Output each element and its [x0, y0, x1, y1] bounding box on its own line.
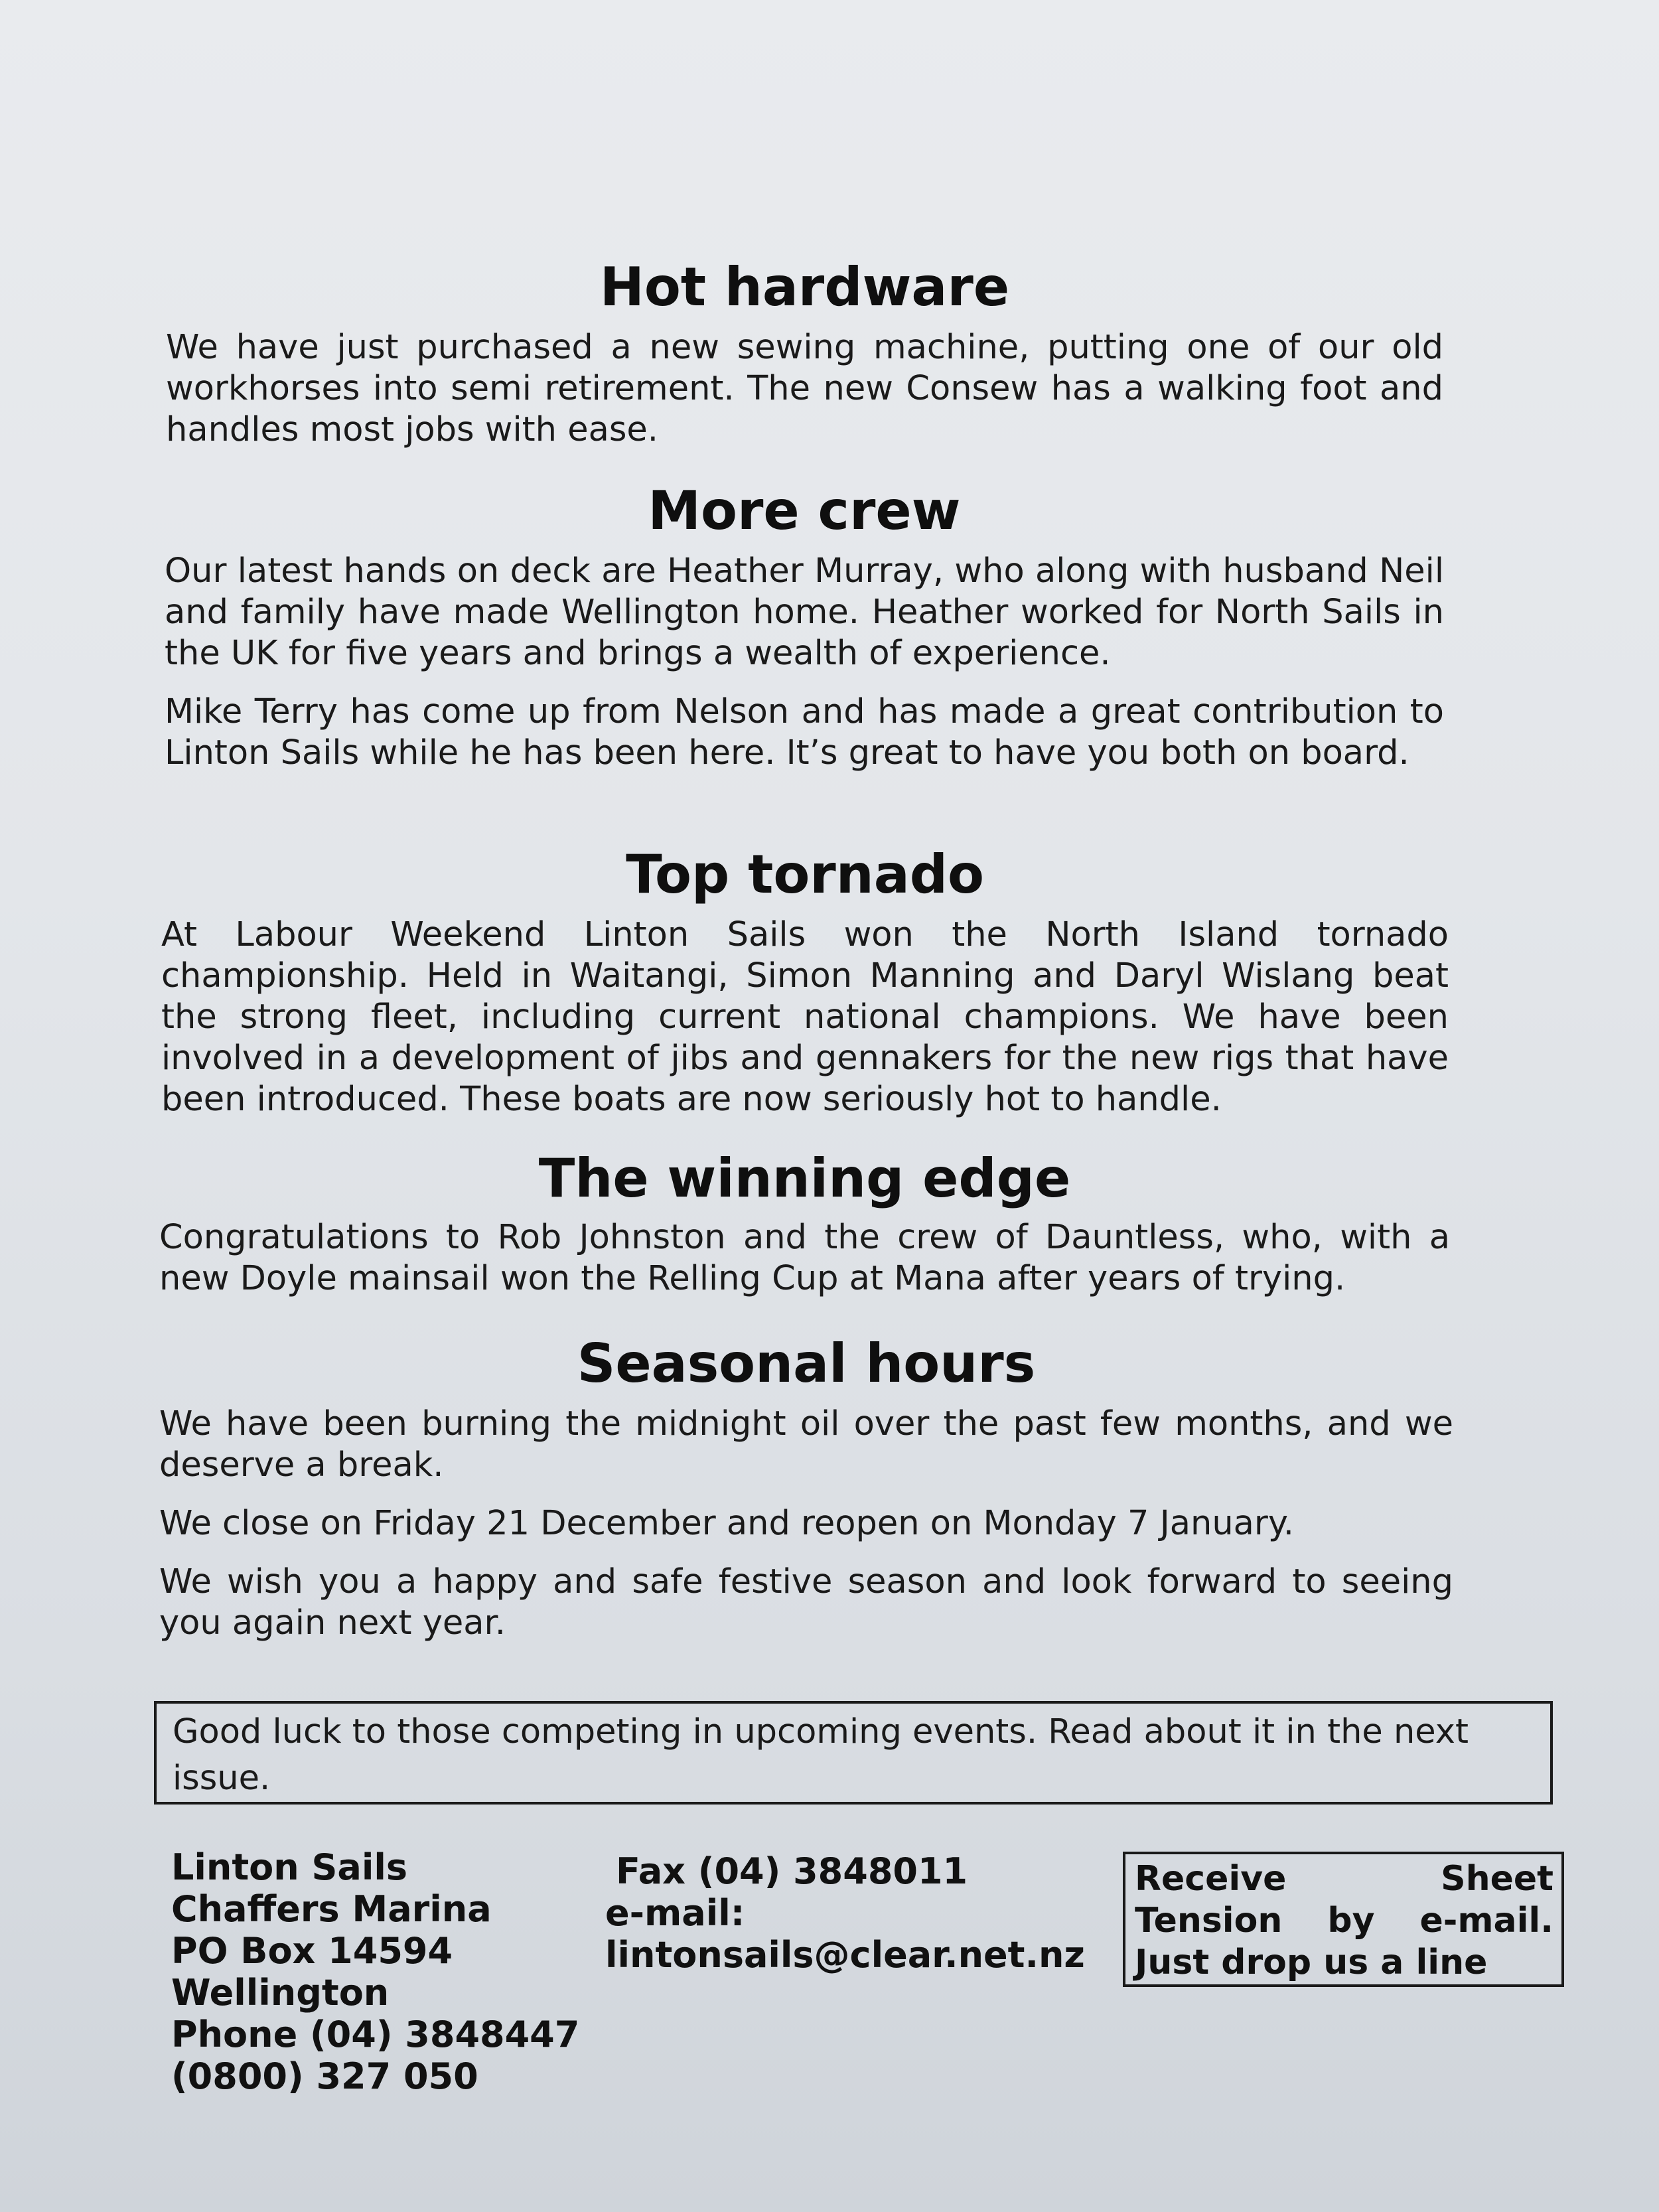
- section-paragraph: Congratulations to Rob Johnston and the crew of Dauntless, who, with a new Doyle mainsail won the Relling Cup at Mana after years of trying.: [159, 1218, 1450, 1298]
- section-seasonal-hours: [159, 1332, 1453, 1644]
- fax-email-block: [605, 1850, 1083, 1976]
- promo-word: Just drop us a line: [1135, 1943, 1488, 1982]
- section-paragraph: At Labour Weekend Linton Sails won the North Island tornado championship. Held in Waitangi, Simon Manning and Daryl Wislang beat the strong fleet, including current national champions. We have been involved in a development of jibs and gennakers for the new rigs that have been introduced. These boats are now seriously hot to handle.: [161, 915, 1449, 1119]
- promo-line-1: [1135, 1858, 1553, 1900]
- section-heading: Seasonal hours: [577, 1333, 1036, 1394]
- section-top-tornado: [161, 843, 1449, 1120]
- fax-line: Fax (04) 3848011: [616, 1850, 968, 1892]
- address-block: [171, 1846, 609, 2097]
- section-paragraph: We have just purchased a new sewing machine, putting one of our old workhorses into semi retirement. The new Consew has a walking foot and handles most jobs with ease.: [166, 328, 1443, 449]
- section-paragraph: We have been burning the midnight oil over the past few months, and we deserve a break.: [159, 1404, 1453, 1485]
- section-heading: More crew: [648, 480, 961, 542]
- company-name: Linton Sails: [171, 1846, 408, 1888]
- section-paragraph: We close on Friday 21 December and reopen on Monday 7 January.: [159, 1504, 1294, 1543]
- section-heading: Hot hardware: [599, 256, 1010, 318]
- section-more-crew: [165, 479, 1444, 774]
- marina-line: Chaffers Marina: [171, 1888, 492, 1930]
- city-line: Wellington: [171, 1972, 390, 2014]
- section-heading: The winning edge: [538, 1147, 1071, 1209]
- promo-word: by: [1327, 1901, 1375, 1941]
- phone-line: Phone (04) 3848447: [171, 2014, 580, 2055]
- promo-word: Sheet: [1441, 1859, 1553, 1899]
- section-paragraph: Our latest hands on deck are Heather Murray, who along with husband Neil and family have made Wellington home. Heather worked for North Sails in the UK for five years and brings a wealth of experience.: [165, 552, 1444, 673]
- email-address: lintonsails@clear.net.nz: [605, 1934, 1085, 1976]
- promo-word: Tension: [1135, 1901, 1283, 1941]
- section-paragraph: Mike Terry has come up from Nelson and has made a great contribution to Linton Sails while he has been here. It’s great to have you both on board.: [165, 692, 1444, 773]
- promo-word: e-mail.: [1419, 1901, 1553, 1941]
- promo-line-2: [1135, 1900, 1553, 1942]
- section-heading: Top tornado: [626, 844, 984, 905]
- section-paragraph: We wish you a happy and safe festive season and look forward to seeing you again next year.: [159, 1562, 1453, 1643]
- freephone-line: (0800) 327 050: [171, 2055, 478, 2097]
- po-box-line: PO Box 14594: [171, 1930, 453, 1972]
- upcoming-events-notice: Good luck to those competing in upcoming events. Read about it in the next issue.: [154, 1701, 1553, 1805]
- promo-word: Receive: [1135, 1859, 1287, 1899]
- email-subscription-box: [1123, 1852, 1564, 1987]
- email-label: e-mail:: [605, 1892, 745, 1934]
- section-winning-edge: [159, 1147, 1450, 1299]
- promo-line-3: [1135, 1942, 1553, 1984]
- section-hot-hardware: [166, 256, 1443, 451]
